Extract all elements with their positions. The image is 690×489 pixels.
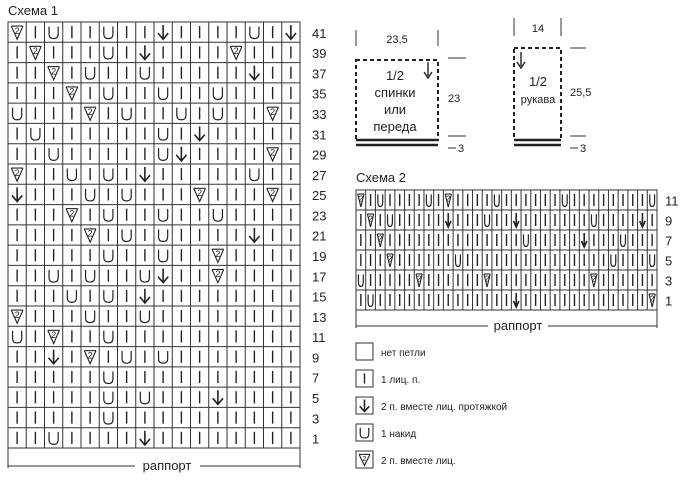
scheme2-grid — [356, 190, 657, 310]
back-label-1: 1/2 — [385, 68, 405, 83]
row-number: 21 — [312, 228, 327, 244]
svg-text:2: 2 — [591, 274, 597, 284]
sleeve-height: 25,5 — [570, 87, 592, 99]
back-width: 23,5 — [386, 34, 408, 46]
svg-text:2: 2 — [416, 274, 422, 284]
svg-text:2: 2 — [484, 274, 490, 284]
row-number: 17 — [312, 269, 327, 285]
row-number: 3 — [312, 411, 320, 427]
svg-text:2: 2 — [387, 254, 393, 264]
svg-text:2: 2 — [378, 234, 383, 244]
svg-text:2: 2 — [69, 86, 75, 97]
svg-text:2: 2 — [32, 46, 38, 57]
svg-text:2: 2 — [51, 66, 57, 77]
svg-text:2: 2 — [233, 46, 239, 57]
svg-text:2: 2 — [362, 455, 367, 463]
svg-text:2: 2 — [87, 228, 93, 239]
svg-text:2: 2 — [270, 147, 276, 158]
row-number: 37 — [312, 66, 327, 82]
row-number: 39 — [312, 46, 327, 62]
svg-text:2: 2 — [14, 25, 20, 36]
row-number: 15 — [312, 289, 327, 305]
svg-text:2: 2 — [87, 106, 93, 117]
row-number: 9 — [312, 350, 320, 366]
sleeve-label-2: рукава — [520, 94, 556, 106]
back-label-4: переда — [373, 119, 417, 134]
row-number: 3 — [665, 273, 673, 289]
scheme2-row-numbers — [665, 194, 679, 309]
svg-text:2: 2 — [69, 208, 75, 219]
svg-text:2: 2 — [270, 188, 276, 199]
row-number: 29 — [312, 147, 327, 163]
svg-text:2: 2 — [87, 350, 93, 361]
back-rib: 3 — [458, 143, 465, 155]
legend-text: нет петли — [381, 348, 426, 359]
row-number: 5 — [665, 253, 673, 269]
knit-icon — [356, 370, 373, 387]
k2tog-icon — [356, 451, 373, 468]
row-number: 13 — [312, 309, 327, 325]
sleeve-rib: 3 — [580, 143, 587, 155]
yarn-over-icon — [356, 424, 373, 441]
row-number: 7 — [665, 233, 673, 249]
row-number: 27 — [312, 167, 327, 183]
row-number: 11 — [312, 330, 326, 346]
row-number: 5 — [312, 390, 320, 406]
svg-text:2: 2 — [215, 248, 221, 259]
legend-text: 2 п. вместе лиц. протяжкой — [381, 402, 508, 413]
svg-text:2: 2 — [14, 309, 20, 320]
scheme2-repeat-label: раппорт — [493, 318, 543, 333]
legend-text: 1 накид — [381, 429, 417, 440]
scheme1-repeat-label: раппорт — [142, 458, 192, 473]
svg-text:2: 2 — [270, 106, 276, 117]
empty-icon — [356, 343, 373, 360]
row-number: 1 — [312, 431, 320, 447]
row-number: 11 — [665, 193, 679, 209]
scheme1-grid — [8, 22, 300, 448]
legend-item — [356, 370, 420, 387]
sleeve-width: 14 — [531, 23, 545, 35]
row-number: 7 — [312, 370, 320, 386]
svg-text:2: 2 — [197, 188, 203, 199]
legend-text: 2 п. вместе лиц. — [381, 456, 456, 467]
symbol-legend — [356, 343, 507, 468]
ssk-arrow-icon — [356, 397, 373, 414]
svg-text:2: 2 — [14, 167, 20, 178]
scheme2-repeat-bracket — [356, 310, 657, 333]
legend-item — [356, 451, 456, 468]
svg-text:2: 2 — [649, 294, 655, 304]
svg-text:2: 2 — [215, 269, 221, 280]
legend-item — [356, 397, 507, 414]
row-number: 35 — [312, 86, 327, 102]
row-number: 19 — [312, 248, 327, 264]
row-number: 25 — [312, 188, 327, 204]
row-number: 9 — [665, 213, 673, 229]
row-number: 41 — [312, 25, 327, 41]
row-number: 23 — [312, 208, 327, 224]
row-number: 31 — [312, 127, 327, 143]
legend-item — [356, 343, 426, 360]
sleeve-schematic — [514, 18, 591, 155]
svg-text:2: 2 — [368, 214, 373, 224]
legend-text: 1 лиц. п. — [381, 375, 421, 386]
back-label-2: спинки — [374, 85, 416, 100]
row-number: 33 — [312, 106, 327, 122]
scheme2-title: Схема 2 — [356, 170, 406, 185]
scheme1-row-numbers — [312, 26, 326, 447]
legend-item — [356, 424, 416, 441]
back-label-3: или — [383, 102, 407, 117]
sleeve-label-1: 1/2 — [528, 74, 548, 89]
row-number: 1 — [665, 293, 673, 309]
scheme1-repeat-bracket — [8, 448, 300, 473]
svg-text:2: 2 — [51, 330, 57, 341]
back-height: 23 — [448, 93, 461, 105]
svg-text:2: 2 — [446, 194, 451, 204]
scheme1-title: Схема 1 — [8, 3, 58, 18]
svg-text:2: 2 — [358, 194, 364, 204]
back-piece-schematic — [356, 30, 466, 155]
